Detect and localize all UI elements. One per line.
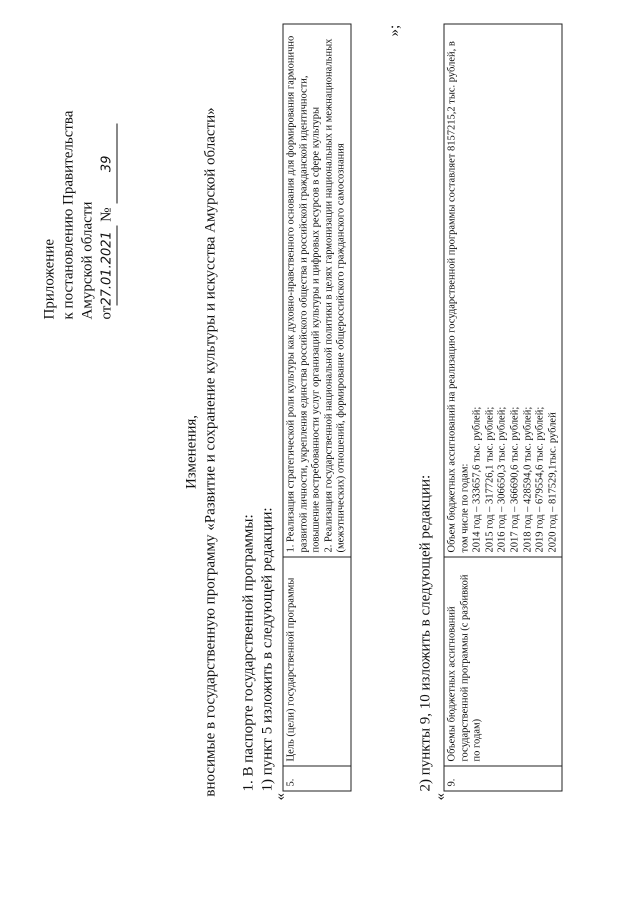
row-number: 5. — [283, 766, 351, 791]
date-prefix: от — [98, 305, 115, 320]
year-line: 2019 год – 679554,6 тыс. рублей; — [534, 406, 546, 553]
section1-item1: 1) пункт 5 изложить в следующей редакции: — [259, 507, 276, 792]
open-quote-2: « — [432, 793, 449, 801]
appendix-label: Приложение — [41, 238, 58, 320]
year-line: 2017 год – 366690,6 тыс. рублей; — [509, 406, 521, 553]
section2-item2: 2) пункты 9, 10 изложить в следующей редакции: — [417, 474, 434, 792]
year-line: 2014 год – 333657,6 тыс. рублей; — [471, 406, 483, 553]
year-line: 2018 год – 428594,0 тыс. рублей; — [522, 406, 534, 553]
row-label: Объемы бюджетных ассигнований государственной программы (с разбивкой по годам) — [444, 557, 562, 766]
handwritten-number: 39 — [98, 124, 118, 204]
row-content: 1. Реализация стратегической роли культуры как духовно-нравственного основания для формирования гармонично развитой личности, укрепления единства российского общества и российской гражданской идентичности, повышение востребованности услуг организаций культуры и цифровых ресурсов в сфере культуры 2. Реализация государственной национальной политики в целях гармонизации национальных и межнациональных (межэтнических) отношений, формирование общероссийского гражданского самосознания — [283, 24, 351, 557]
passport-table-2 — [444, 24, 563, 792]
open-quote-1: « — [272, 793, 289, 801]
changes-subtitle: вносимые в государственную программу «Развитие и сохранение культуры и искусства Амурской области» — [202, 107, 219, 797]
appendix-header — [41, 111, 118, 320]
handwritten-date: 27.01.2021 — [98, 226, 118, 306]
funding-intro: Объем бюджетных ассигнований на реализацию государственной программы составляет 8157215,2 тыс. рублей, в том числе по годам: — [446, 41, 471, 553]
year-line: 2016 год – 306650,3 тыс. рублей; — [496, 406, 508, 553]
region-line: Амурской области — [79, 201, 96, 320]
changes-title: Изменения, — [183, 414, 200, 490]
year-line: 2020 год – 817529,1тыс. рублей — [547, 412, 559, 553]
row-label: Цель (цели) государственной программы — [283, 557, 351, 766]
number-sign: № — [98, 207, 115, 222]
section1-heading: 1. В паспорте государственной программы: — [240, 514, 257, 792]
passport-table-1 — [283, 24, 352, 792]
rotated-document — [1, 0, 640, 905]
close-quote-1: »; — [386, 24, 403, 37]
resolution-line: к постановлению Правительства — [60, 110, 77, 320]
date-number-line — [98, 111, 118, 320]
row-content — [444, 24, 562, 557]
row-number: 9. — [444, 766, 562, 791]
table-row — [283, 24, 351, 791]
table-row — [444, 24, 562, 791]
year-line: 2015 год – 317726,1 тыс. рублей; — [484, 406, 496, 553]
